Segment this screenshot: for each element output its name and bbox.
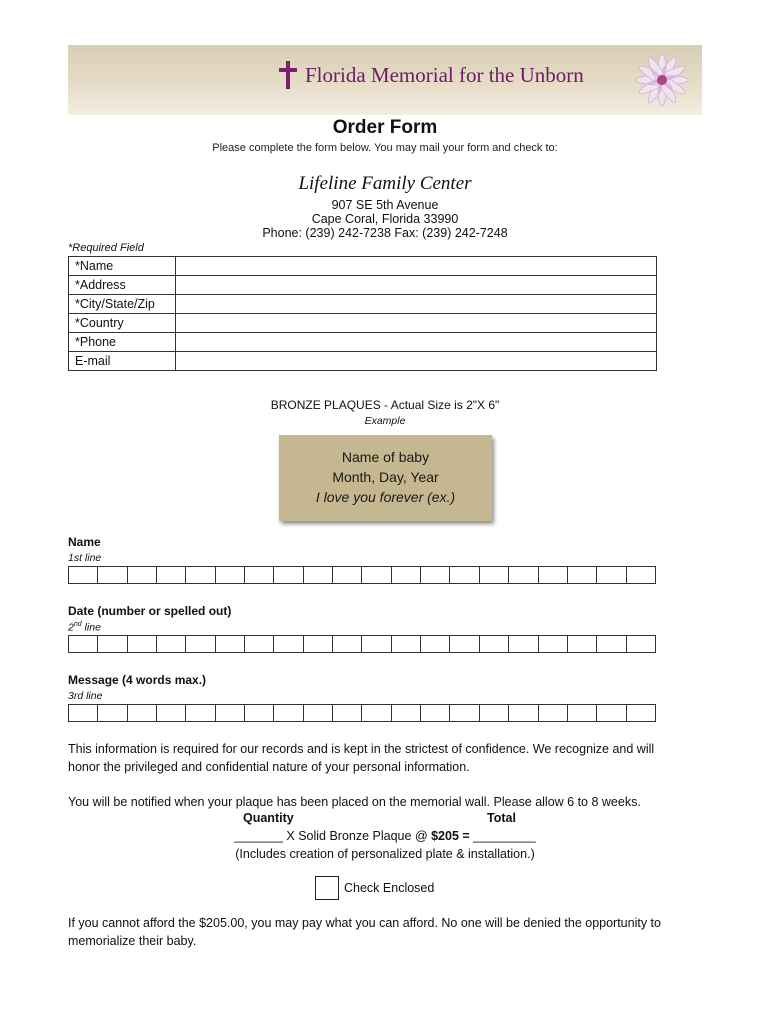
country-field[interactable] [176,314,657,333]
email-field[interactable] [176,352,657,371]
confidentiality-text: This information is required for our records and is kept in the strictest of confidence. We recognize and will honor the privileged and confidential nature of your personal information. [68,742,655,774]
table-row [69,257,657,276]
field-label: *Country [69,314,176,333]
date-line-label: Date (number or spelled out) [68,604,232,618]
field-label: *Address [69,276,176,295]
plaque-line3: I love you forever (ex.) [315,489,456,505]
cross-icon [278,61,300,91]
phone-field[interactable] [176,333,657,352]
plaque-example-image [279,435,492,521]
check-enclosed-label: Check Enclosed [344,881,435,895]
field-label: *City/State/Zip [69,295,176,314]
name-line-grid[interactable] [68,566,656,584]
banner-title: Florida Memorial for the Unborn [305,63,584,87]
plaque-line1: Name of baby [341,449,430,465]
required-field-note: *Required Field [68,242,144,254]
table-row [69,352,657,371]
name-field[interactable] [176,257,657,276]
quantity-header: Quantity [243,811,294,825]
field-label: *Name [69,257,176,276]
header-banner [68,45,702,115]
message-line-sub: 3rd line [68,690,103,702]
name-line-sub: 1st line [68,552,102,564]
date-line-grid[interactable] [68,635,656,653]
organization-address-line1: 907 SE 5th Avenue [331,198,439,212]
table-row [69,295,657,314]
plaque-example-label: Example [364,415,406,427]
order-line[interactable]: _______ X Solid Bronze Plaque @ $205 = _________ [234,829,536,843]
table-row [69,276,657,295]
check-enclosed-checkbox[interactable] [315,876,339,900]
message-line-label: Message (4 words max.) [68,673,207,687]
city-state-zip-field[interactable] [176,295,657,314]
table-row [69,333,657,352]
organization-address-line2: Cape Coral, Florida 33990 [311,212,459,226]
notification-text: You will be notified when your plaque has been placed on the memorial wall. Please allow 6 to 8 weeks. [68,795,641,809]
page-subtitle: Please complete the form below. You may mail your form and check to: [212,142,558,154]
address-field[interactable] [176,276,657,295]
field-label: *Phone [69,333,176,352]
contact-info-table [68,256,657,371]
table-row [69,314,657,333]
plaque-section-title: BRONZE PLAQUES - Actual Size is 2"X 6" [270,398,500,412]
plaque-line2: Month, Day, Year [332,469,439,485]
organization-phone-fax: Phone: (239) 242-7238 Fax: (239) 242-7248 [262,226,508,240]
afford-note: If you cannot afford the $205.00, you may pay what you can afford. No one will be denied the opportunity to memorialize their baby. [68,916,661,948]
name-line-label: Name [68,535,101,549]
organization-name: Lifeline Family Center [298,173,472,194]
order-includes-note: (Includes creation of personalized plate & installation.) [235,847,535,861]
total-header: Total [487,811,516,825]
flower-icon [624,47,694,113]
message-line-grid[interactable] [68,704,656,722]
date-line-sub: 2nd line [68,621,101,634]
page-title: Order Form [332,117,438,138]
field-label: E-mail [69,352,176,371]
